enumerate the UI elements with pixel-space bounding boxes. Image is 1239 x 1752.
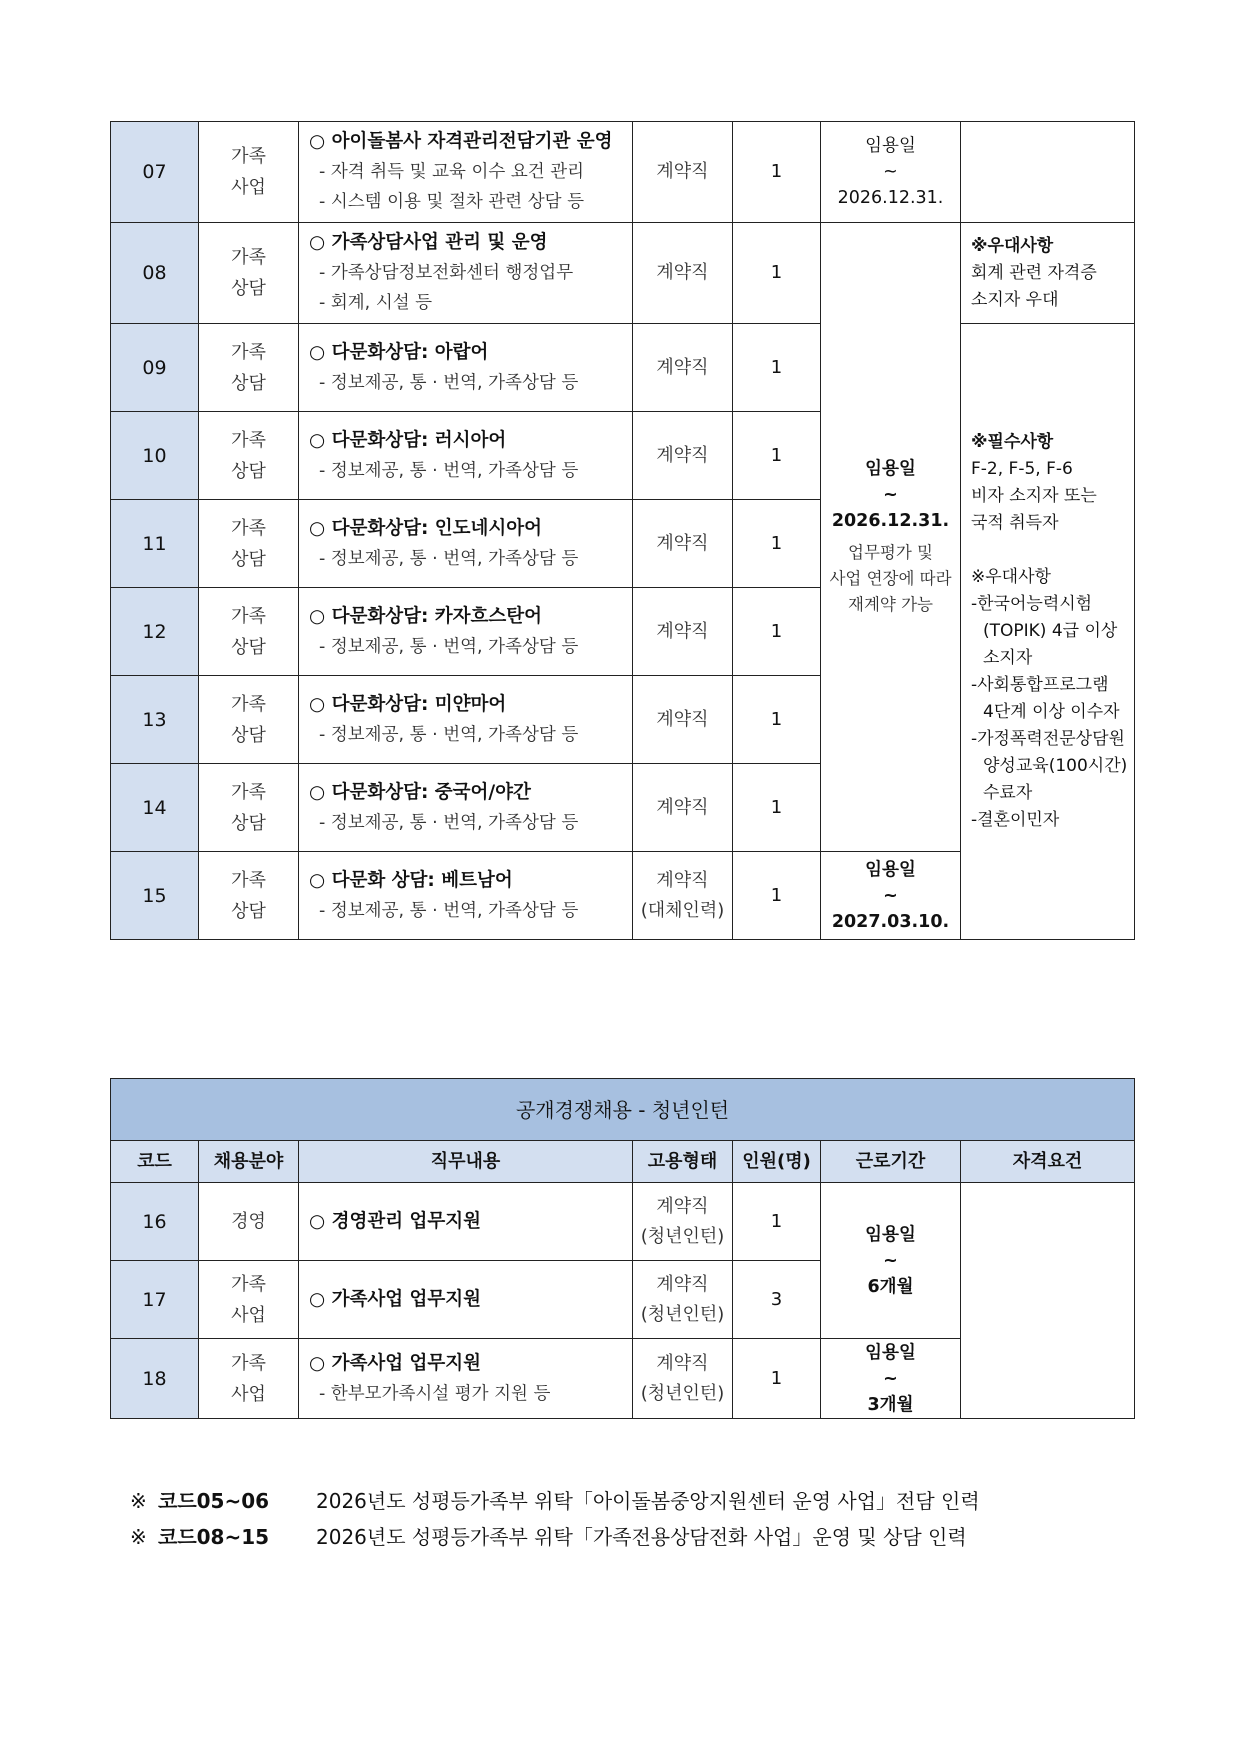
employment-line: 계약직 [656, 1273, 709, 1295]
duty-detail: - 정보제공, 통 · 번역, 가족상담 등 [319, 812, 579, 833]
count-cell: 1 [733, 412, 821, 500]
employment-line: 계약직 [656, 1352, 709, 1374]
duty-title: ○ 가족사업 업무지원 [309, 1352, 481, 1374]
requirement-line: 소지자 우대 [971, 289, 1059, 310]
field-cell [199, 122, 299, 223]
header-cell: 채용분야 [199, 1141, 299, 1183]
field-line: 가족 [231, 869, 266, 891]
field-cell [199, 324, 299, 412]
count-cell: 1 [733, 324, 821, 412]
period-line: ~ [883, 485, 898, 505]
requirement-line: 회계 관련 자격증 [971, 262, 1097, 283]
duty-detail: - 정보제공, 통 · 번역, 가족상담 등 [319, 724, 579, 745]
code-cell: 10 [111, 412, 199, 500]
header-cell: 인원(명) [733, 1141, 821, 1183]
field-cell [199, 1183, 299, 1261]
count-cell: 1 [733, 852, 821, 940]
preference-line: -사회통합프로그램 [971, 675, 1109, 695]
employment-cell [633, 852, 733, 940]
field-line: 가족 [231, 1352, 266, 1374]
duty-cell [299, 412, 633, 500]
preference-line: -가정폭력전문상담원 [971, 729, 1125, 749]
code-cell: 08 [111, 223, 199, 324]
code-cell: 13 [111, 676, 199, 764]
code-cell: 12 [111, 588, 199, 676]
period-cell [821, 1339, 961, 1419]
duty-cell [299, 324, 633, 412]
footnotes [130, 1483, 980, 1555]
field-cell [199, 676, 299, 764]
duty-detail: - 정보제공, 통 · 번역, 가족상담 등 [319, 900, 579, 921]
requirement-line: F-2, F-5, F-6 [971, 459, 1073, 479]
duty-cell [299, 676, 633, 764]
duty-title: ○ 경영관리 업무지원 [309, 1210, 481, 1232]
footnote-text: 2026년도 성평등가족부 위탁「가족전용상담전화 사업」운영 및 상담 인력 [316, 1525, 967, 1549]
period-cell [821, 122, 961, 223]
employment-cell [633, 676, 733, 764]
period-line: ~ [883, 885, 898, 906]
duty-title: ○ 다문화상담: 중국어/야간 [309, 781, 531, 803]
table-row [111, 122, 1135, 223]
code-cell: 14 [111, 764, 199, 852]
field-line: 가족 [231, 1273, 266, 1295]
code-cell: 15 [111, 852, 199, 940]
field-cell [199, 852, 299, 940]
duty-title: ○ 아이돌봄사 자격관리전담기관 운영 [309, 131, 613, 152]
employment-line: 계약직 [656, 444, 709, 466]
period-note-line: 사업 연장에 따라 [829, 569, 952, 588]
field-cell [199, 764, 299, 852]
field-line: 상담 [231, 636, 266, 658]
duty-cell [299, 1183, 633, 1261]
employment-line: (청년인턴) [640, 1225, 725, 1247]
period-line: 임용일 [865, 1224, 916, 1245]
period-line: 6개월 [867, 1276, 914, 1297]
table-title: 공개경쟁채용 - 청년인턴 [111, 1079, 1135, 1141]
field-line: 상담 [231, 548, 266, 570]
count-cell: 1 [733, 764, 821, 852]
period-line: 임용일 [865, 859, 916, 880]
employment-line: 계약직 [656, 708, 709, 730]
header-cell: 근로기간 [821, 1141, 961, 1183]
field-line: 상담 [231, 460, 266, 482]
employment-cell [633, 588, 733, 676]
header-cell: 코드 [111, 1141, 199, 1183]
field-cell [199, 412, 299, 500]
field-line: 가족 [231, 693, 266, 715]
period-line: 임용일 [865, 459, 916, 479]
duty-title: ○ 다문화상담: 카자흐스탄어 [309, 605, 543, 627]
preference-line: 수료자 [983, 783, 1033, 803]
duty-title: ○ 다문화상담: 인도네시아어 [309, 517, 543, 539]
employment-cell [633, 500, 733, 588]
footnote [130, 1519, 980, 1555]
preference-line: -한국어능력시험 [971, 594, 1093, 614]
footnote-label: 코드05~06 [158, 1489, 270, 1513]
field-line: 상담 [231, 278, 266, 299]
field-cell [199, 223, 299, 324]
period-line: 2026.12.31. [837, 188, 944, 208]
field-cell [199, 1261, 299, 1339]
duty-detail: - 정보제공, 통 · 번역, 가족상담 등 [319, 460, 579, 481]
field-line: 경영 [231, 1211, 266, 1232]
field-line: 가족 [231, 605, 266, 627]
period-line: 2027.03.10. [831, 911, 950, 932]
duty-cell [299, 122, 633, 223]
count-cell: 1 [733, 122, 821, 223]
header-cell: 자격요건 [961, 1141, 1135, 1183]
count-cell: 1 [733, 1339, 821, 1419]
employment-line: (청년인턴) [640, 1382, 725, 1404]
employment-cell [633, 764, 733, 852]
code-cell: 09 [111, 324, 199, 412]
period-line: ~ [883, 162, 898, 182]
employment-cell [633, 1339, 733, 1419]
count-cell: 3 [733, 1261, 821, 1339]
period-line: 3개월 [867, 1394, 914, 1415]
field-line: 상담 [231, 724, 266, 746]
employment-line: 계약직 [656, 161, 709, 182]
preference-line: 4단계 이상 이수자 [983, 702, 1120, 722]
table-row [111, 1183, 1135, 1261]
employment-cell [633, 324, 733, 412]
employment-line: (청년인턴) [640, 1303, 725, 1325]
requirement-cell [961, 324, 1135, 940]
period-line: ~ [883, 1250, 898, 1271]
duty-detail: - 회계, 시설 등 [319, 293, 433, 313]
duty-detail: - 자격 취득 및 교육 이수 요건 관리 [319, 162, 585, 182]
code-cell: 11 [111, 500, 199, 588]
employment-cell [633, 1183, 733, 1261]
table-row [111, 324, 1135, 412]
employment-line: 계약직 [656, 869, 709, 891]
duty-detail: - 정보제공, 통 · 번역, 가족상담 등 [319, 548, 579, 569]
footnote-text: 2026년도 성평등가족부 위탁「아이돌봄중앙지원센터 운영 사업」전담 인력 [316, 1489, 980, 1513]
field-line: 가족 [231, 517, 266, 539]
code-cell: 16 [111, 1183, 199, 1261]
field-cell [199, 588, 299, 676]
requirement-cell [961, 1183, 1135, 1419]
employment-line: 계약직 [656, 356, 709, 378]
count-cell: 1 [733, 588, 821, 676]
duty-detail: - 한부모가족시설 평가 지원 등 [319, 1383, 551, 1404]
period-cell [821, 1183, 961, 1339]
code-cell: 07 [111, 122, 199, 223]
preference-line: 소지자 [983, 648, 1033, 668]
requirement-head: ※필수사항 [971, 432, 1054, 452]
employment-line: 계약직 [656, 262, 709, 283]
duty-title: ○ 다문화상담: 러시아어 [309, 429, 507, 451]
employment-line: 계약직 [656, 1195, 709, 1217]
field-line: 가족 [231, 247, 266, 268]
table-row [111, 223, 1135, 324]
count-cell: 1 [733, 1183, 821, 1261]
employment-cell [633, 1261, 733, 1339]
field-line: 상담 [231, 812, 266, 834]
field-cell [199, 1339, 299, 1419]
duty-title: ○ 다문화상담: 아랍어 [309, 341, 489, 363]
period-line: 임용일 [865, 1342, 916, 1363]
duty-title: ○ 다문화 상담: 베트남어 [309, 869, 513, 891]
field-line: 가족 [231, 429, 266, 451]
duty-title: ○ 다문화상담: 미얀마어 [309, 693, 507, 715]
field-line: 사업 [231, 1304, 266, 1326]
employment-cell [633, 122, 733, 223]
duty-detail: - 정보제공, 통 · 번역, 가족상담 등 [319, 372, 579, 393]
duty-cell [299, 1261, 633, 1339]
employment-line: (대체인력) [640, 899, 725, 921]
employment-line: 계약직 [656, 532, 709, 554]
duty-title: ○ 가족상담사업 관리 및 운영 [309, 232, 548, 253]
period-line: 2026.12.31. [831, 511, 950, 531]
field-line: 가족 [231, 146, 266, 167]
requirement-head: ※우대사항 [971, 235, 1054, 256]
spacer [971, 537, 1134, 564]
employment-line: 계약직 [656, 620, 709, 642]
count-cell: 1 [733, 223, 821, 324]
duty-cell [299, 1339, 633, 1419]
preference-line: (TOPIK) 4급 이상 [983, 621, 1118, 641]
period-line: 임용일 [865, 136, 916, 156]
intern-table [110, 1078, 1135, 1419]
preference-head: ※우대사항 [971, 567, 1051, 587]
footnote-mark: ※ [130, 1525, 147, 1549]
field-line: 상담 [231, 372, 266, 394]
duty-cell [299, 500, 633, 588]
period-line: ~ [883, 1368, 898, 1389]
code-cell: 18 [111, 1339, 199, 1419]
footnote-mark: ※ [130, 1489, 147, 1513]
preference-line: -결혼이민자 [971, 810, 1060, 830]
employment-cell [633, 412, 733, 500]
footnote [130, 1483, 980, 1519]
duty-cell [299, 764, 633, 852]
period-cell [821, 223, 961, 852]
requirement-cell [961, 223, 1135, 324]
field-line: 가족 [231, 341, 266, 363]
period-note [821, 540, 960, 618]
header-cell: 직무내용 [299, 1141, 633, 1183]
employment-line: 계약직 [656, 796, 709, 818]
period-cell [821, 852, 961, 940]
field-cell [199, 500, 299, 588]
field-line: 가족 [231, 781, 266, 803]
period-note-line: 업무평가 및 [848, 543, 933, 562]
duty-detail: - 시스템 이용 및 절차 관련 상담 등 [319, 192, 585, 212]
preference-line: 양성교육(100시간) [983, 756, 1128, 776]
duty-cell [299, 223, 633, 324]
duty-detail: - 정보제공, 통 · 번역, 가족상담 등 [319, 636, 579, 657]
requirement-line: 비자 소지자 또는 [971, 486, 1097, 506]
duty-cell [299, 852, 633, 940]
positions-table [110, 121, 1135, 940]
duty-cell [299, 588, 633, 676]
field-line: 상담 [231, 900, 266, 922]
duty-detail: - 가족상담정보전화센터 행정업무 [319, 263, 574, 283]
footnote-label: 코드08~15 [158, 1525, 270, 1549]
employment-cell [633, 223, 733, 324]
duty-title: ○ 가족사업 업무지원 [309, 1288, 481, 1310]
field-line: 사업 [231, 177, 266, 198]
period-note-line: 재계약 가능 [848, 595, 933, 614]
count-cell: 1 [733, 676, 821, 764]
requirement-cell [961, 122, 1135, 223]
count-cell: 1 [733, 500, 821, 588]
code-cell: 17 [111, 1261, 199, 1339]
field-line: 사업 [231, 1383, 266, 1405]
requirement-line: 국적 취득자 [971, 513, 1059, 533]
header-cell: 고용형태 [633, 1141, 733, 1183]
